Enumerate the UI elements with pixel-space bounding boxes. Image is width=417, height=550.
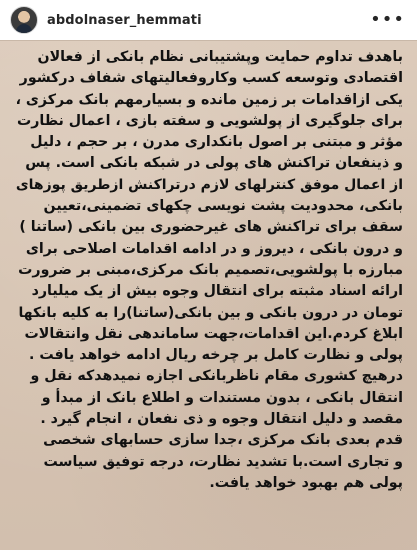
text-line: بانکی، محدودیت پشت نویسی چکهای تضمینی،تعیین — [43, 198, 403, 215]
text-line: باهدف تداوم حمایت وپشتیبانی نظام بانکی از فعالان — [37, 49, 403, 65]
avatar[interactable] — [10, 6, 38, 34]
text-line: ابلاغ کردم.این اقدامات،جهت ساماندهی نقل وانتقالات — [24, 325, 403, 342]
text-line: ارائه اسناد مثبته برای انتقال وجوه بیش از یک میلیارد — [31, 283, 403, 300]
text-line: پولی و نظارت کامل بر چرخه ریال ادامه خواهد یافت . — [29, 347, 403, 364]
text-line: سقف برای تراکنش های غیرحضوری بین بانکی (ساتنا ) — [19, 219, 403, 236]
text-line: یکی ازاقدامات بر زمین مانده و بسیارمهم بانک مرکزی ، — [15, 91, 403, 108]
text-line: مؤثر و مبتنی بر اصول بانکداری مدرن ، بر حجم ، دلیل — [30, 134, 403, 151]
text-line: پولی هم بهبود خواهد یافت. — [209, 474, 403, 491]
username-link[interactable]: abdolnaser_hemmati — [47, 12, 202, 28]
text-line: و درون بانکی ، دیروز و در ادامه اقدامات اصلاحی برای — [25, 240, 403, 257]
post-header — [0, 0, 417, 40]
statement-text — [14, 47, 403, 494]
text-line: مقصد و دلیل انتقال وجوه و ذی نفعان ، انجام گیرد . — [40, 411, 403, 428]
more-options-icon[interactable]: ••• — [370, 9, 405, 30]
text-line: و تجاری است.با تشدید نظارت، درجه توفیق سیاست — [43, 453, 403, 470]
text-line: مبارزه با پولشویی،تصمیم بانک مرکزی،مبنی بر ضرورت — [18, 261, 403, 278]
text-line: اقتصادی وتوسعه کسب وکاروفعالیتهای شفاف درکشور — [19, 70, 403, 87]
text-line: و ذینفعان تراکنش های پولی در شبکه بانکی است. پس — [25, 155, 403, 172]
text-line: انتقال بانکی ، بدون مستندات و اطلاع بانک از مبدأ و — [41, 389, 403, 406]
text-line: برای جلوگیری از پولشویی و سفته بازی ، اعمال نظارت — [16, 112, 403, 129]
post-image — [0, 40, 417, 550]
text-line: درهیچ کشوری مقام ناظربانکی اجازه نمیدهدکه نقل و — [30, 368, 403, 385]
text-line: تومان در درون بانکی و بین بانکی(ساتنا)را به کلیه بانکها — [18, 304, 403, 321]
text-line: قدم بعدی بانک مرکزی ،جدا سازی حسابهای شخصی — [43, 432, 403, 449]
text-line: از اعمال موفق کنترلهای لازم درتراکنش ازطریق پوزهای — [15, 176, 403, 193]
